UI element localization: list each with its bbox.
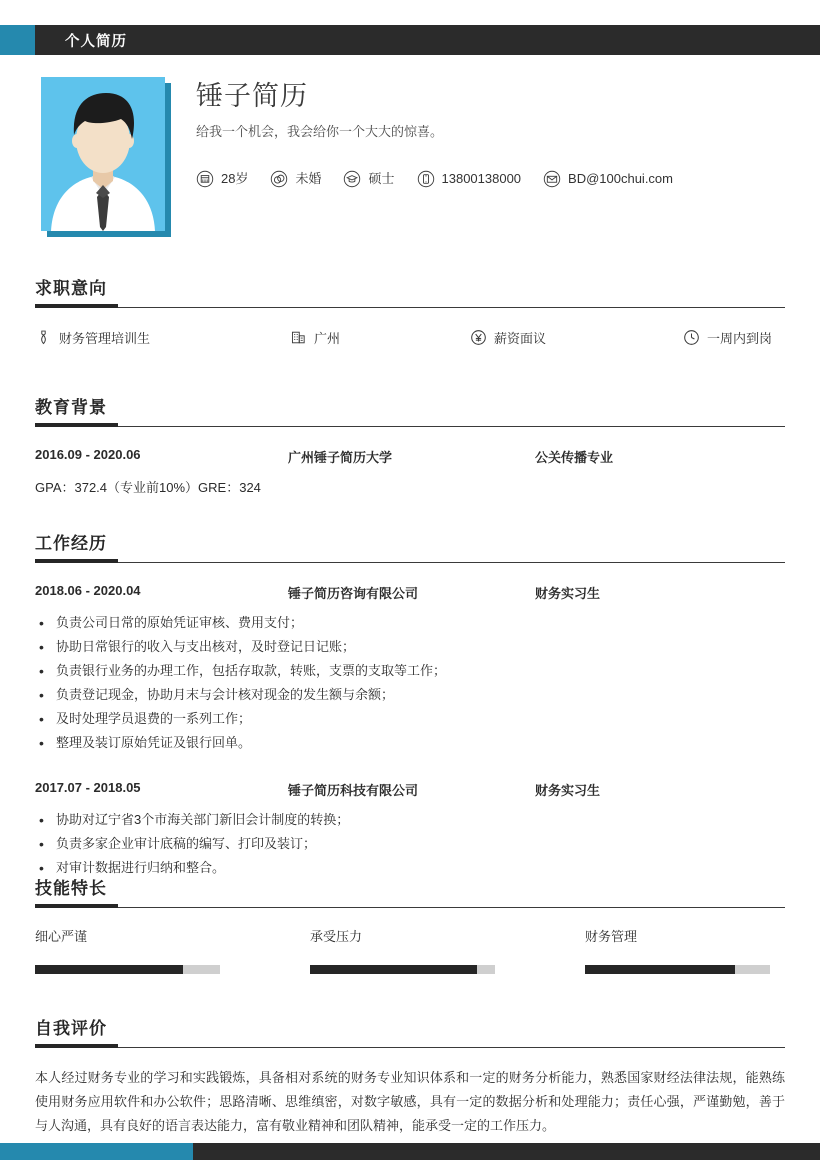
profile-header bbox=[0, 70, 820, 245]
building-icon bbox=[290, 329, 307, 346]
calendar-icon bbox=[196, 170, 214, 188]
section-skills bbox=[35, 878, 785, 988]
work-title: 工作经历 bbox=[35, 534, 107, 553]
work-bullet-list bbox=[35, 808, 785, 880]
list-item: • 协助对辽宁省3个市海关部门新旧会计制度的转换； bbox=[35, 808, 785, 832]
candidate-name: 锤子简历 bbox=[196, 81, 308, 111]
contact-value-degree: 硕士 bbox=[368, 171, 395, 186]
work-heading bbox=[35, 533, 785, 563]
work-entry-row bbox=[35, 780, 785, 802]
bottom-footer-bar bbox=[0, 1143, 820, 1160]
list-item: • 对审计数据进行归纳和整合。 bbox=[35, 856, 785, 880]
necktie-icon bbox=[35, 329, 52, 346]
skill-progress-fill bbox=[35, 965, 183, 974]
job-intention-position-value: 财务管理培训生 bbox=[59, 331, 151, 346]
section-job-intention bbox=[35, 278, 785, 354]
candidate-tagline: 给我一个机会，我会给你一个大大的惊喜。 bbox=[196, 124, 444, 139]
contact-value-phone: 13800138000 bbox=[441, 171, 522, 186]
phone-icon bbox=[417, 170, 435, 188]
job-intention-position bbox=[35, 328, 150, 347]
heading-rule-thin bbox=[35, 907, 785, 908]
list-item: • 及时处理学员退费的一系列工作； bbox=[35, 707, 785, 731]
skill-progress-fill bbox=[310, 965, 477, 974]
contact-value-age: 28岁 bbox=[221, 171, 249, 186]
summary-title: 自我评价 bbox=[35, 1019, 107, 1038]
contact-value-email: BD@100chui.com bbox=[568, 171, 673, 186]
job-intention-row bbox=[35, 328, 785, 354]
skill-label: 财务管理 bbox=[585, 929, 638, 944]
work-company: 锤子简历科技有限公司 bbox=[288, 783, 419, 798]
skill-item bbox=[310, 928, 495, 974]
avatar bbox=[41, 77, 171, 237]
skill-label: 细心严谨 bbox=[35, 929, 88, 944]
education-date: 2016.09 - 2020.06 bbox=[35, 447, 141, 462]
list-item: • 协助日常银行的收入与支出核对，及时登记日记账； bbox=[35, 635, 785, 659]
skills-grid bbox=[35, 928, 785, 988]
bottom-bar-accent-block bbox=[0, 1143, 193, 1160]
job-intention-salary bbox=[470, 328, 546, 347]
bottom-bar-body bbox=[193, 1143, 820, 1160]
list-item: • 负责登记现金，协助月末与会计核对现金的发生额与余额； bbox=[35, 683, 785, 707]
heading-rule-thick bbox=[35, 423, 118, 427]
heading-rule-thick bbox=[35, 559, 118, 563]
education-detail: GPA：372.4（专业前10%）GRE：324 bbox=[35, 480, 261, 495]
education-school: 广州锤子简历大学 bbox=[288, 450, 393, 465]
summary-heading bbox=[35, 1018, 785, 1048]
graduation-cap-icon bbox=[343, 170, 361, 188]
clock-icon bbox=[683, 329, 700, 346]
envelope-icon bbox=[543, 170, 561, 188]
education-entry-row bbox=[35, 447, 785, 469]
list-item: • 整理及装订原始凭证及银行回单。 bbox=[35, 731, 785, 755]
work-entry bbox=[35, 780, 785, 880]
skill-progress-track bbox=[585, 965, 770, 974]
top-bar-accent-block bbox=[0, 25, 35, 55]
skill-progress-track bbox=[35, 965, 220, 974]
contact-item-email bbox=[543, 170, 673, 188]
contact-value-marital-status: 未婚 bbox=[295, 171, 322, 186]
job-intention-salary-value: 薪资面议 bbox=[494, 331, 547, 346]
list-item: • 负责公司日常的原始凭证审核、费用支付； bbox=[35, 611, 785, 635]
education-title: 教育背景 bbox=[35, 398, 107, 417]
education-heading bbox=[35, 397, 785, 427]
skill-label: 承受压力 bbox=[310, 929, 363, 944]
top-bar-body bbox=[35, 25, 820, 55]
skill-item bbox=[35, 928, 220, 974]
job-intention-title: 求职意向 bbox=[35, 279, 107, 298]
work-date: 2018.06 - 2020.04 bbox=[35, 583, 141, 598]
job-intention-heading bbox=[35, 278, 785, 308]
resume-header-title: 个人简历 bbox=[65, 33, 127, 50]
avatar-illustration-icon bbox=[41, 77, 165, 231]
section-education bbox=[35, 397, 785, 498]
heading-rule-thin bbox=[35, 1047, 785, 1048]
education-entry bbox=[35, 447, 785, 498]
job-intention-city bbox=[290, 328, 340, 347]
work-bullet-list bbox=[35, 611, 785, 755]
contact-item-age bbox=[196, 170, 248, 188]
heading-rule-thick bbox=[35, 304, 118, 308]
top-header-bar bbox=[0, 25, 820, 55]
heading-rule-thick bbox=[35, 1044, 118, 1048]
work-date: 2017.07 - 2018.05 bbox=[35, 780, 141, 795]
job-intention-availability-value: 一周内到岗 bbox=[707, 331, 773, 346]
list-item: • 负责银行业务的办理工作，包括存取款，转账，支票的支取等工作； bbox=[35, 659, 785, 683]
heading-rule-thick bbox=[35, 904, 118, 908]
rings-icon bbox=[270, 170, 288, 188]
contact-info-row bbox=[196, 170, 695, 188]
work-role: 财务实习生 bbox=[535, 783, 601, 798]
heading-rule-thin bbox=[35, 426, 785, 427]
education-major: 公关传播专业 bbox=[535, 450, 614, 465]
skill-progress-track bbox=[310, 965, 495, 974]
work-entry-row bbox=[35, 583, 785, 605]
skill-item bbox=[585, 928, 770, 974]
contact-item-degree bbox=[343, 170, 394, 188]
work-role: 财务实习生 bbox=[535, 586, 601, 601]
heading-rule-thin bbox=[35, 562, 785, 563]
section-self-evaluation bbox=[35, 1018, 785, 1138]
contact-item-phone bbox=[417, 170, 522, 188]
avatar-photo bbox=[41, 77, 165, 231]
list-item: • 负责多家企业审计底稿的编写、打印及装订； bbox=[35, 832, 785, 856]
skills-title: 技能特长 bbox=[35, 879, 107, 898]
yen-icon bbox=[470, 329, 487, 346]
summary-body: 本人经过财务专业的学习和实践锻炼，具备相对系统的财务专业知识体系和一定的财务分析能力，熟悉国家财经法律法规，能熟练使用财务应用软件和办公软件；思路清晰、思维缜密，对数字敏感，具有一定的数据分析和处理能力；责任心强，严谨勤勉，善于与人沟通，具有良好的语言表达能力，富有敬业精神和团队精神，能承受一定的工作压力。 bbox=[35, 1070, 785, 1133]
job-intention-availability bbox=[683, 328, 772, 347]
profile-identity bbox=[196, 78, 443, 141]
skills-heading bbox=[35, 878, 785, 908]
work-entry bbox=[35, 583, 785, 755]
work-company: 锤子简历咨询有限公司 bbox=[288, 586, 419, 601]
skill-progress-fill bbox=[585, 965, 735, 974]
job-intention-city-value: 广州 bbox=[314, 331, 341, 346]
heading-rule-thin bbox=[35, 307, 785, 308]
contact-item-marital-status bbox=[270, 170, 321, 188]
section-work-experience bbox=[35, 533, 785, 880]
